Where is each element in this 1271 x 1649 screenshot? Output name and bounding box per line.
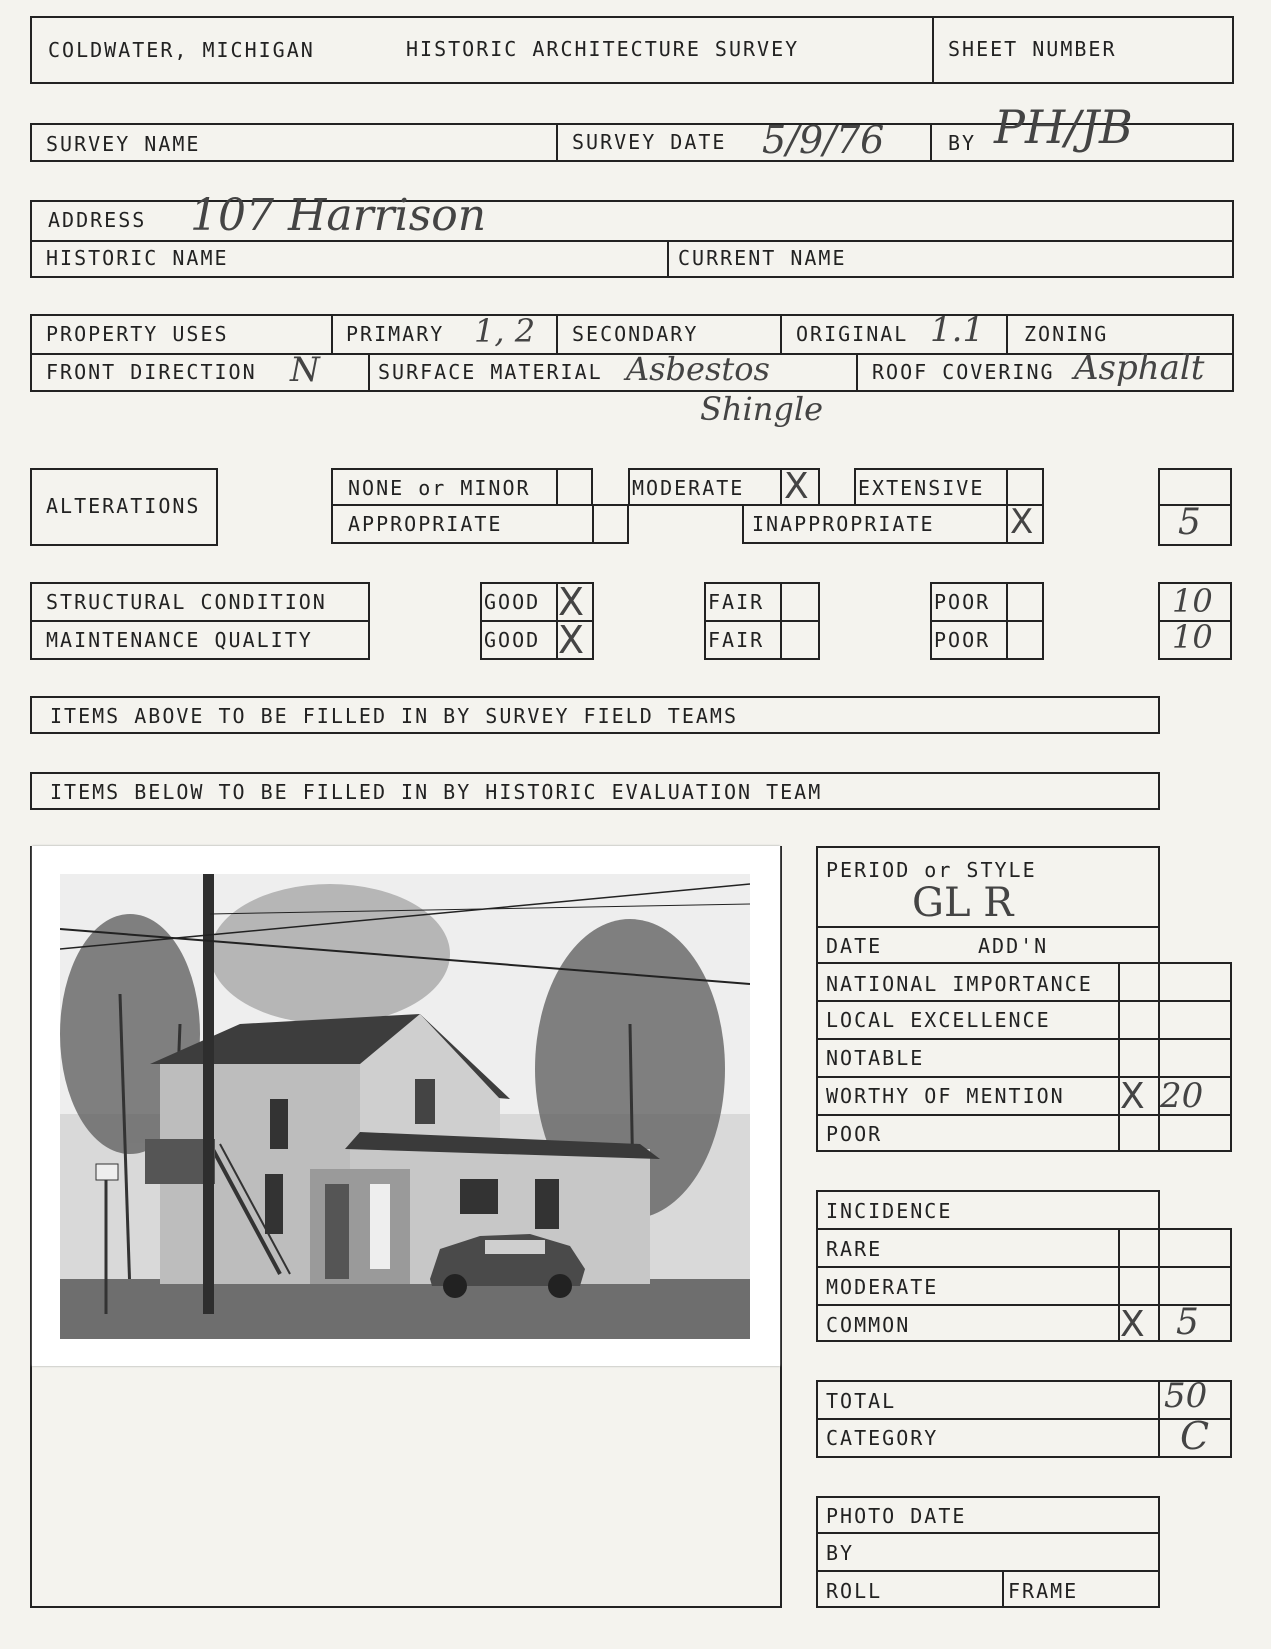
maintenance-quality-label: MAINTENANCE QUALITY [46, 628, 313, 652]
national-importance-label: NATIONAL IMPORTANCE [826, 972, 1093, 996]
maintenance-score-value: 10 [1172, 618, 1213, 656]
sheet-number-label: SHEET NUMBER [948, 37, 1117, 61]
period-style-value: GL R [912, 880, 1014, 926]
front-direction-value: N [290, 350, 320, 390]
alt-appropriate-check-div [592, 504, 594, 544]
alt-moderate-mark: X [784, 466, 809, 507]
original-label: ORIGINAL [796, 322, 909, 346]
maintenance-good-mark: X [558, 618, 585, 662]
structural-fair-label: FAIR [708, 590, 765, 614]
fair-div-v [780, 582, 782, 660]
surface-material-value-1: Asbestos [626, 350, 770, 388]
period-style-label: PERIOD or STYLE [826, 858, 1037, 882]
worthy-mark: X [1120, 1076, 1145, 1117]
historic-name-label: HISTORIC NAME [46, 246, 229, 270]
house-photo [60, 874, 750, 1339]
current-name-label: CURRENT NAME [678, 246, 847, 270]
addn-label: ADD'N [978, 934, 1049, 958]
property-div-5 [368, 353, 370, 392]
photo-date-label: PHOTO DATE [826, 1504, 967, 1528]
survey-by-label: BY [948, 131, 977, 155]
property-div-3 [780, 314, 782, 354]
maintenance-good-label: GOOD [484, 628, 541, 652]
roof-covering-value: Asphalt [1074, 348, 1205, 388]
surface-material-label: SURFACE MATERIAL [378, 360, 603, 384]
importance-row-1 [816, 1000, 1232, 1002]
frame-label: FRAME [1008, 1579, 1079, 1603]
incidence-moderate-label: MODERATE [826, 1275, 939, 1299]
zoning-label: ZONING [1024, 322, 1109, 346]
photo-info-row-1 [816, 1532, 1160, 1534]
alterations-label: ALTERATIONS [46, 494, 201, 518]
secondary-label: SECONDARY [572, 322, 699, 346]
maintenance-fair-label: FAIR [708, 628, 765, 652]
poor-div-h [930, 620, 1044, 622]
address-label: ADDRESS [48, 208, 147, 232]
surface-material-value-2: Shingle [700, 390, 824, 428]
alt-score-value: 5 [1178, 502, 1201, 543]
structural-condition-label: STRUCTURAL CONDITION [46, 590, 327, 614]
category-value: C [1180, 1414, 1210, 1458]
alt-none-minor-label: NONE or MINOR [348, 476, 531, 500]
survey-by-value: PH/JB [994, 100, 1133, 154]
photo-card [32, 846, 780, 1366]
importance-col-1 [1118, 962, 1120, 1152]
survey-divider-2 [930, 123, 932, 162]
incidence-row-2 [816, 1304, 1232, 1306]
eval-poor-label: POOR [826, 1122, 883, 1146]
total-label: TOTAL [826, 1389, 897, 1413]
structural-score-value: 10 [1172, 582, 1213, 620]
original-value: 1.1 [930, 310, 985, 350]
survey-date-value: 5/9/76 [762, 118, 885, 162]
city-label: COLDWATER, MICHIGAN [48, 38, 315, 62]
common-score: 5 [1176, 1302, 1199, 1343]
front-direction-label: FRONT DIRECTION [46, 360, 257, 384]
note-below-text: ITEMS BELOW TO BE FILLED IN BY HISTORIC EVALUATION TEAM [50, 780, 823, 804]
property-div-2 [556, 314, 558, 354]
alt-inappropriate-mark: X [1010, 502, 1034, 542]
fair-div-h [704, 620, 820, 622]
total-value: 50 [1164, 1376, 1208, 1416]
incidence-label: INCIDENCE [826, 1199, 953, 1223]
survey-name-label: SURVEY NAME [46, 132, 201, 156]
header-divider [932, 16, 934, 84]
alt-moderate-label: MODERATE [632, 476, 745, 500]
importance-row-2 [816, 1038, 1232, 1040]
alt-moderate-check-div [780, 468, 782, 506]
survey-right-edge [1232, 123, 1234, 162]
alt-none-check-div [556, 468, 558, 506]
note-above-text: ITEMS ABOVE TO BE FILLED IN BY SURVEY FIELD TEAMS [50, 704, 739, 728]
alt-appropriate-label: APPROPRIATE [348, 512, 503, 536]
survey-date-label: SURVEY DATE [572, 130, 727, 154]
photo-by-label: BY [826, 1541, 855, 1565]
roll-label: ROLL [826, 1579, 883, 1603]
primary-value: 1, 2 [474, 312, 536, 350]
incidence-row-1 [816, 1266, 1232, 1268]
incidence-col-2 [1158, 1228, 1160, 1342]
rare-label: RARE [826, 1237, 883, 1261]
worthy-of-mention-label: WORTHY OF MENTION [826, 1084, 1065, 1108]
structural-poor-label: POOR [934, 590, 991, 614]
totals-row [816, 1418, 1232, 1420]
survey-divider-1 [556, 123, 558, 162]
property-uses-label: PROPERTY USES [46, 322, 229, 346]
property-div-6 [856, 353, 858, 392]
worthy-score: 20 [1160, 1076, 1204, 1116]
survey-left-edge [30, 123, 32, 162]
condition-label-div [30, 620, 370, 622]
local-excellence-label: LOCAL EXCELLENCE [826, 1008, 1051, 1032]
importance-col-2 [1158, 962, 1160, 1152]
property-div-4 [1006, 314, 1008, 354]
alt-extensive-check-div [1006, 468, 1008, 506]
alt-inappropriate-label: INAPPROPRIATE [752, 512, 935, 536]
maintenance-poor-label: POOR [934, 628, 991, 652]
alt-extensive-label: EXTENSIVE [858, 476, 985, 500]
common-label: COMMON [826, 1313, 911, 1337]
notable-label: NOTABLE [826, 1046, 925, 1070]
structural-good-label: GOOD [484, 590, 541, 614]
photo-info-col [1002, 1570, 1004, 1608]
photo-info-row-2 [816, 1570, 1160, 1572]
address-col-divider [667, 240, 669, 278]
address-value: 107 Harrison [190, 190, 487, 241]
structural-good-mark: X [558, 580, 585, 624]
primary-label: PRIMARY [346, 322, 445, 346]
eval-date-label: DATE [826, 934, 883, 958]
property-div-1 [331, 314, 333, 354]
common-mark: X [1120, 1304, 1145, 1345]
alt-inappropriate-check-div [1006, 504, 1008, 544]
roof-covering-label: ROOF COVERING [872, 360, 1055, 384]
survey-row-bottom [30, 160, 1234, 162]
poor-div-v [1006, 582, 1008, 660]
category-label: CATEGORY [826, 1426, 939, 1450]
form-title: HISTORIC ARCHITECTURE SURVEY [406, 37, 800, 61]
